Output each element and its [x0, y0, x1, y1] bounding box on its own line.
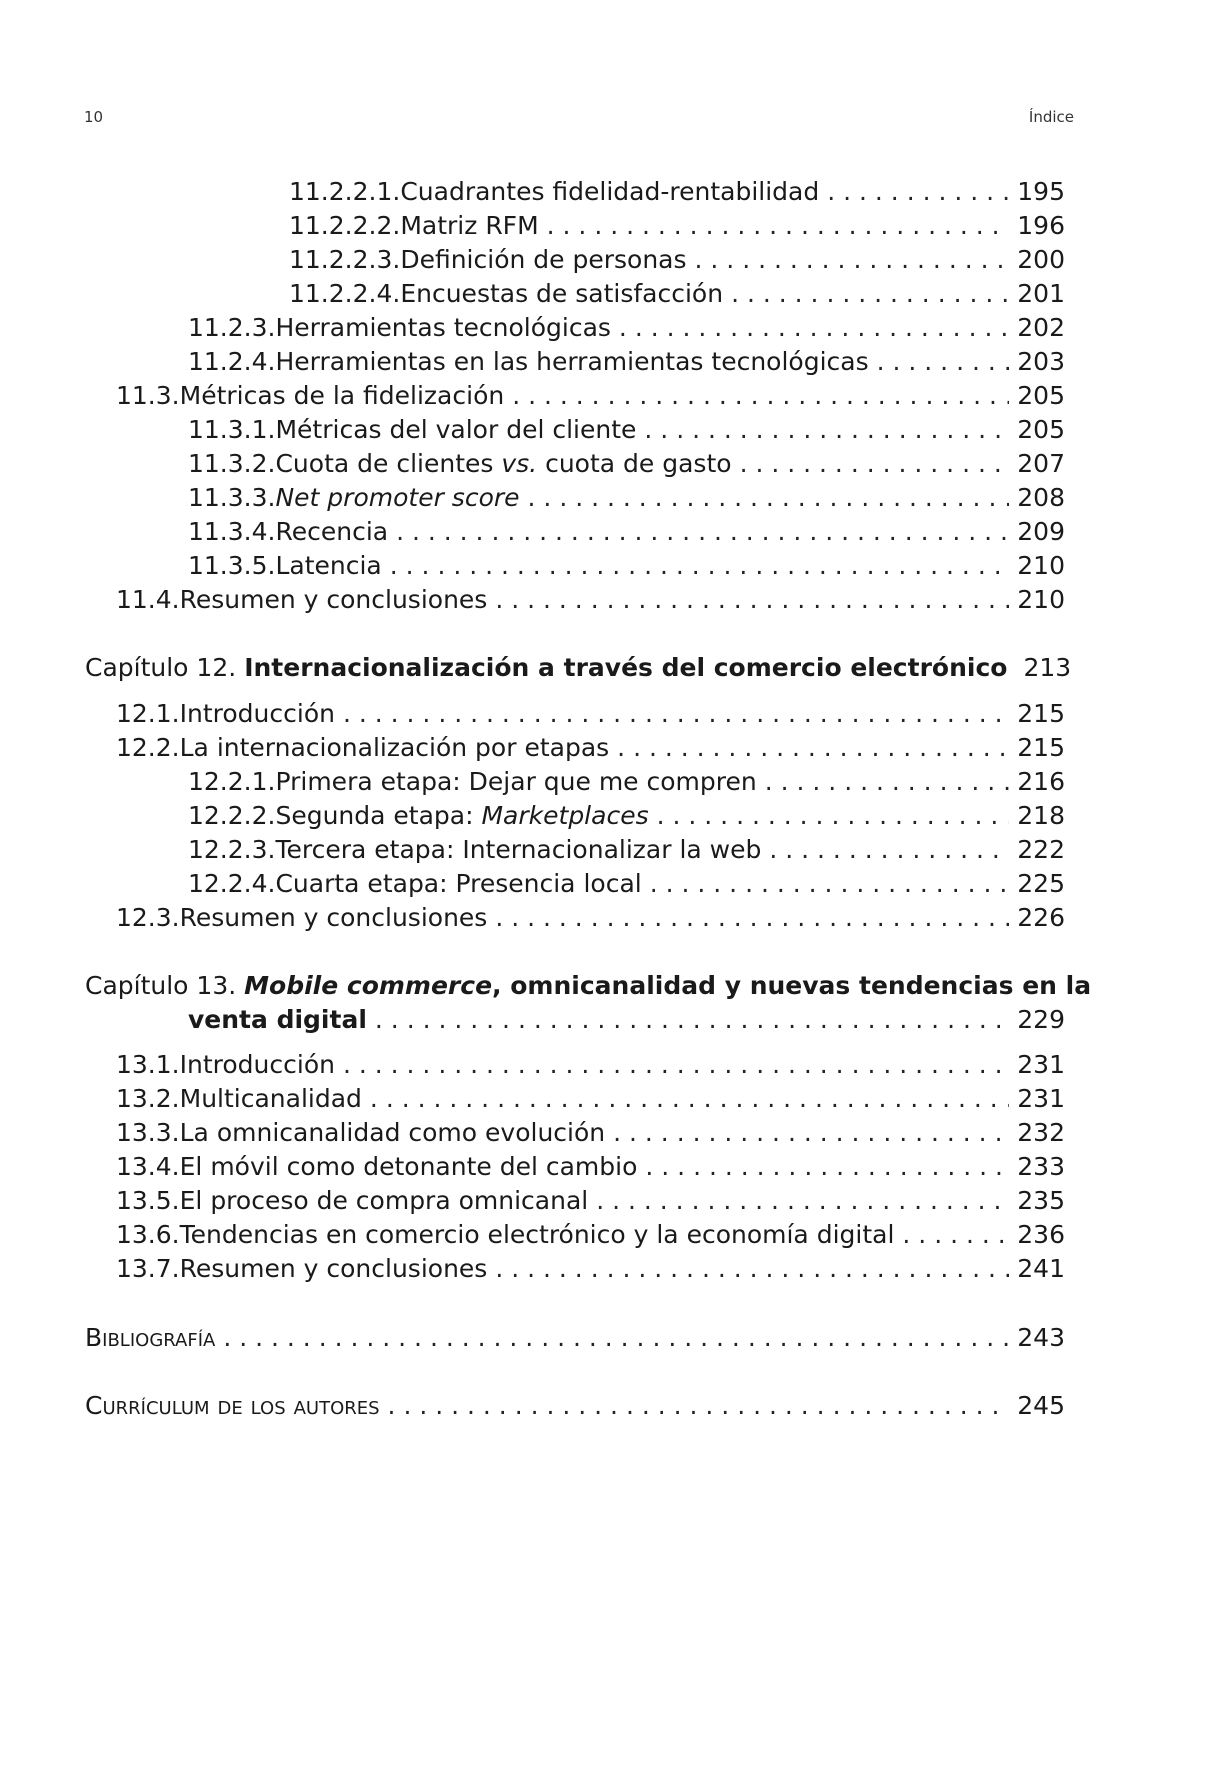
dot-leader: [827, 175, 1009, 209]
entry-page: 207: [1017, 449, 1065, 478]
chapter-title-continued: venta digital: [188, 1005, 367, 1034]
entry-page: 235: [1017, 1186, 1065, 1215]
entry-title: El móvil como detonante del cambio: [179, 1152, 638, 1181]
entry-title: Primera etapa: Dejar que me compren: [275, 767, 757, 796]
entry-number: 11.2.3.: [188, 313, 276, 342]
entry-title: Herramientas tecnológicas: [275, 313, 611, 342]
entry-title: Encuestas de satisfacción: [400, 279, 724, 308]
dot-leader: [547, 209, 1010, 243]
entry-page: 213: [1023, 653, 1072, 682]
entry-page: 232: [1017, 1118, 1065, 1147]
entry-title: Tercera etapa: Internacionalizar la web: [275, 835, 762, 864]
entry-number: 12.2.3.: [188, 835, 276, 864]
entry-page: 222: [1017, 835, 1065, 864]
dot-leader: [619, 311, 1009, 345]
entry-number: 11.3.3.: [188, 483, 276, 512]
toc-entry[interactable]: [116, 901, 1065, 935]
dot-leader: [657, 799, 1010, 833]
dot-leader: [596, 1184, 1009, 1218]
entry-title: Recencia: [275, 517, 389, 546]
dot-leader: [343, 1048, 1009, 1082]
entry-number: 12.2.1.: [188, 767, 276, 796]
entry-title: Net promoter score: [275, 483, 520, 512]
entry-page: 241: [1017, 1254, 1065, 1283]
entry-title: Cuarta etapa: Presencia local: [275, 869, 642, 898]
entry-number: 12.2.: [116, 733, 180, 762]
toc-entry[interactable]: [116, 379, 1065, 413]
entry-page: 208: [1017, 483, 1065, 512]
dot-leader: [370, 1082, 1009, 1116]
entry-page: 225: [1017, 869, 1065, 898]
entry-number: 13.5.: [116, 1186, 180, 1215]
toc-entry[interactable]: [116, 1218, 1065, 1252]
chapter-number: Capítulo 12.: [85, 653, 237, 682]
entry-number: 13.6.: [116, 1220, 180, 1249]
entry-page: 243: [1017, 1323, 1065, 1352]
dot-leader: [390, 549, 1010, 583]
toc-entry[interactable]: [289, 243, 1065, 277]
entry-page: 236: [1017, 1220, 1065, 1249]
toc-chapter[interactable]: [188, 1003, 1065, 1037]
dot-leader: [343, 697, 1009, 731]
entry-title: Resumen y conclusiones: [179, 1254, 488, 1283]
entry-title: Cuota de clientes vs. cuota de gasto: [275, 449, 732, 478]
entry-title: Introducción: [179, 699, 335, 728]
entry-number: 11.3.1.: [188, 415, 276, 444]
entry-page: 209: [1017, 517, 1065, 546]
dot-leader: [613, 1116, 1009, 1150]
entry-page: 202: [1017, 313, 1065, 342]
entry-title: Definición de personas: [400, 245, 687, 274]
entry-title: El proceso de compra omnicanal: [179, 1186, 589, 1215]
entry-title: Latencia: [275, 551, 382, 580]
entry-title: La internacionalización por etapas: [179, 733, 610, 762]
entry-title: Introducción: [179, 1050, 335, 1079]
entry-page: 245: [1017, 1391, 1065, 1420]
toc-entry[interactable]: [188, 345, 1065, 379]
entry-number: 12.2.4.: [188, 869, 276, 898]
entry-number: 12.3.: [116, 903, 180, 932]
dot-leader: [740, 447, 1010, 481]
entry-number: 12.1.: [116, 699, 180, 728]
toc-entry[interactable]: [116, 1048, 1065, 1082]
entry-number: 11.2.4.: [188, 347, 276, 376]
toc-entry[interactable]: [116, 583, 1065, 617]
entry-page: 218: [1017, 801, 1065, 830]
running-header: Índice: [1028, 108, 1074, 126]
entry-number: 13.1.: [116, 1050, 180, 1079]
toc-entry[interactable]: [116, 1252, 1065, 1286]
entry-page: 215: [1017, 733, 1065, 762]
entry-title: Multicanalidad: [179, 1084, 362, 1113]
toc-entry[interactable]: [188, 311, 1065, 345]
entry-page: 226: [1017, 903, 1065, 932]
entry-number: 11.4.: [116, 585, 180, 614]
entry-page: 216: [1017, 767, 1065, 796]
entry-number: 13.2.: [116, 1084, 180, 1113]
entry-page: 215: [1017, 699, 1065, 728]
dot-leader: [617, 731, 1009, 765]
entry-number: 11.2.2.4.: [289, 279, 401, 308]
toc-entry[interactable]: [188, 799, 1065, 833]
toc-entry[interactable]: [188, 413, 1065, 447]
toc-entry[interactable]: [188, 515, 1065, 549]
toc-entry[interactable]: [188, 867, 1065, 901]
dot-leader: [650, 867, 1010, 901]
dot-leader: [495, 583, 1009, 617]
dot-leader: [223, 1321, 1009, 1355]
toc-entry[interactable]: [289, 277, 1065, 311]
dot-leader: [512, 379, 1009, 413]
toc-entry[interactable]: [188, 481, 1065, 515]
entry-page: 200: [1017, 245, 1065, 274]
entry-page: 205: [1017, 381, 1065, 410]
chapter-title-italic: Mobile commerce: [244, 971, 493, 1000]
chapter-title: Internacionalización a través del comercio electrónico: [244, 653, 1008, 682]
entry-title: Currículum de los autores: [85, 1391, 380, 1420]
dot-leader: [645, 1150, 1009, 1184]
entry-page: 229: [1017, 1005, 1065, 1034]
entry-page: 231: [1017, 1050, 1065, 1079]
dot-leader: [396, 515, 1009, 549]
toc-backmatter[interactable]: [85, 1321, 1065, 1355]
chapter-title: , omnicanalidad y nuevas tendencias en la: [492, 971, 1092, 1000]
entry-number: 11.2.2.3.: [289, 245, 401, 274]
dot-leader: [495, 1252, 1009, 1286]
toc-entry[interactable]: [188, 447, 1065, 481]
dot-leader: [388, 1389, 1010, 1423]
entry-title: Resumen y conclusiones: [179, 585, 488, 614]
toc-chapter[interactable]: [85, 651, 1072, 685]
dot-leader: [877, 345, 1010, 379]
entry-title: Herramientas en las herramientas tecnológicas: [275, 347, 869, 376]
entry-title: Tendencias en comercio electrónico y la economía digital: [179, 1220, 895, 1249]
entry-number: 12.2.2.: [188, 801, 276, 830]
toc-entry[interactable]: [289, 209, 1065, 243]
entry-title: La omnicanalidad como evolución: [179, 1118, 606, 1147]
entry-page: 195: [1017, 177, 1065, 206]
entry-number: 11.3.2.: [188, 449, 276, 478]
entry-title: Métricas de la fidelización: [179, 381, 505, 410]
toc-entry[interactable]: [116, 697, 1065, 731]
toc-entry[interactable]: [188, 765, 1065, 799]
entry-title: Bibliografía: [85, 1323, 216, 1352]
entry-page: 233: [1017, 1152, 1065, 1181]
dot-leader: [769, 833, 1009, 867]
toc-backmatter[interactable]: [85, 1389, 1065, 1423]
entry-title: Métricas del valor del cliente: [275, 415, 637, 444]
entry-title: Cuadrantes fidelidad-rentabilidad: [400, 177, 820, 206]
entry-title: Segunda etapa: Marketplaces: [275, 801, 649, 830]
entry-number: 11.2.2.2.: [289, 211, 401, 240]
chapter-number: Capítulo 13.: [85, 971, 237, 1000]
dot-leader: [695, 243, 1010, 277]
dot-leader: [644, 413, 1009, 447]
entry-page: 231: [1017, 1084, 1065, 1113]
entry-page: 210: [1017, 585, 1065, 614]
toc-entry[interactable]: [116, 1184, 1065, 1218]
entry-number: 13.3.: [116, 1118, 180, 1147]
toc-entry[interactable]: [289, 175, 1065, 209]
toc-entry[interactable]: [188, 833, 1065, 867]
dot-leader: [902, 1218, 1009, 1252]
dot-leader: [731, 277, 1009, 311]
entry-number: 11.2.2.1.: [289, 177, 401, 206]
entry-page: 201: [1017, 279, 1065, 308]
entry-number: 11.3.5.: [188, 551, 276, 580]
toc-entry[interactable]: [116, 1116, 1065, 1150]
page-number: 10: [84, 108, 104, 126]
entry-page: 210: [1017, 551, 1065, 580]
toc-entry[interactable]: [188, 549, 1065, 583]
dot-leader: [375, 1003, 1009, 1037]
entry-page: 203: [1017, 347, 1065, 376]
entry-number: 13.4.: [116, 1152, 180, 1181]
toc-entry[interactable]: [116, 1082, 1065, 1116]
entry-number: 11.3.4.: [188, 517, 276, 546]
toc-entry[interactable]: [116, 731, 1065, 765]
toc-chapter-first-line[interactable]: [85, 969, 1091, 1003]
entry-title: Resumen y conclusiones: [179, 903, 488, 932]
entry-page: 205: [1017, 415, 1065, 444]
dot-leader: [765, 765, 1010, 799]
entry-number: 11.3.: [116, 381, 180, 410]
toc-entry[interactable]: [116, 1150, 1065, 1184]
dot-leader: [528, 481, 1010, 515]
entry-number: 13.7.: [116, 1254, 180, 1283]
dot-leader: [495, 901, 1009, 935]
entry-title: Matriz RFM: [400, 211, 539, 240]
entry-page: 196: [1017, 211, 1065, 240]
